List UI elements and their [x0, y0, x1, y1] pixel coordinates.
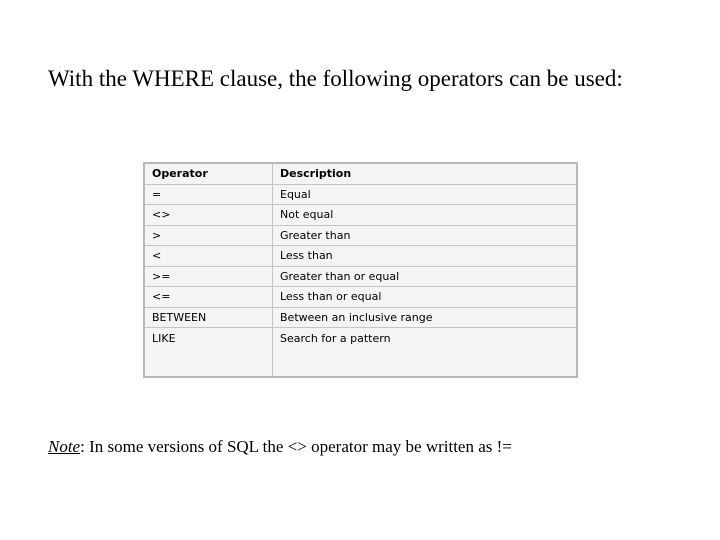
note-label: Note [48, 437, 81, 456]
table-row [144, 307, 577, 328]
operator-cell: < [144, 246, 273, 267]
table-row [144, 266, 577, 287]
operator-cell: > [144, 225, 273, 246]
description-cell: Greater than [273, 225, 578, 246]
note-text: : In some versions of SQL the <> operator may be written as != [80, 437, 512, 456]
note-paragraph [48, 436, 512, 458]
table-row [144, 225, 577, 246]
operator-cell: >= [144, 266, 273, 287]
operators-table [143, 162, 578, 378]
table-row [144, 287, 577, 308]
description-cell: Less than [273, 246, 578, 267]
operator-cell: LIKE [144, 328, 273, 378]
operator-cell: BETWEEN [144, 307, 273, 328]
description-cell: Not equal [273, 205, 578, 226]
operator-cell: <= [144, 287, 273, 308]
description-cell: Equal [273, 184, 578, 205]
table-row [144, 184, 577, 205]
description-cell: Between an inclusive range [273, 307, 578, 328]
description-cell: Less than or equal [273, 287, 578, 308]
intro-paragraph: With the WHERE clause, the following operators can be used: [48, 66, 623, 91]
table-row [144, 205, 577, 226]
header-description: Description [273, 163, 578, 184]
table-row [144, 328, 577, 378]
table-row [144, 246, 577, 267]
header-operator: Operator [144, 163, 273, 184]
table-header-row [144, 163, 577, 184]
operator-cell: <> [144, 205, 273, 226]
operator-cell: = [144, 184, 273, 205]
description-cell: Search for a pattern [273, 328, 578, 378]
description-cell: Greater than or equal [273, 266, 578, 287]
